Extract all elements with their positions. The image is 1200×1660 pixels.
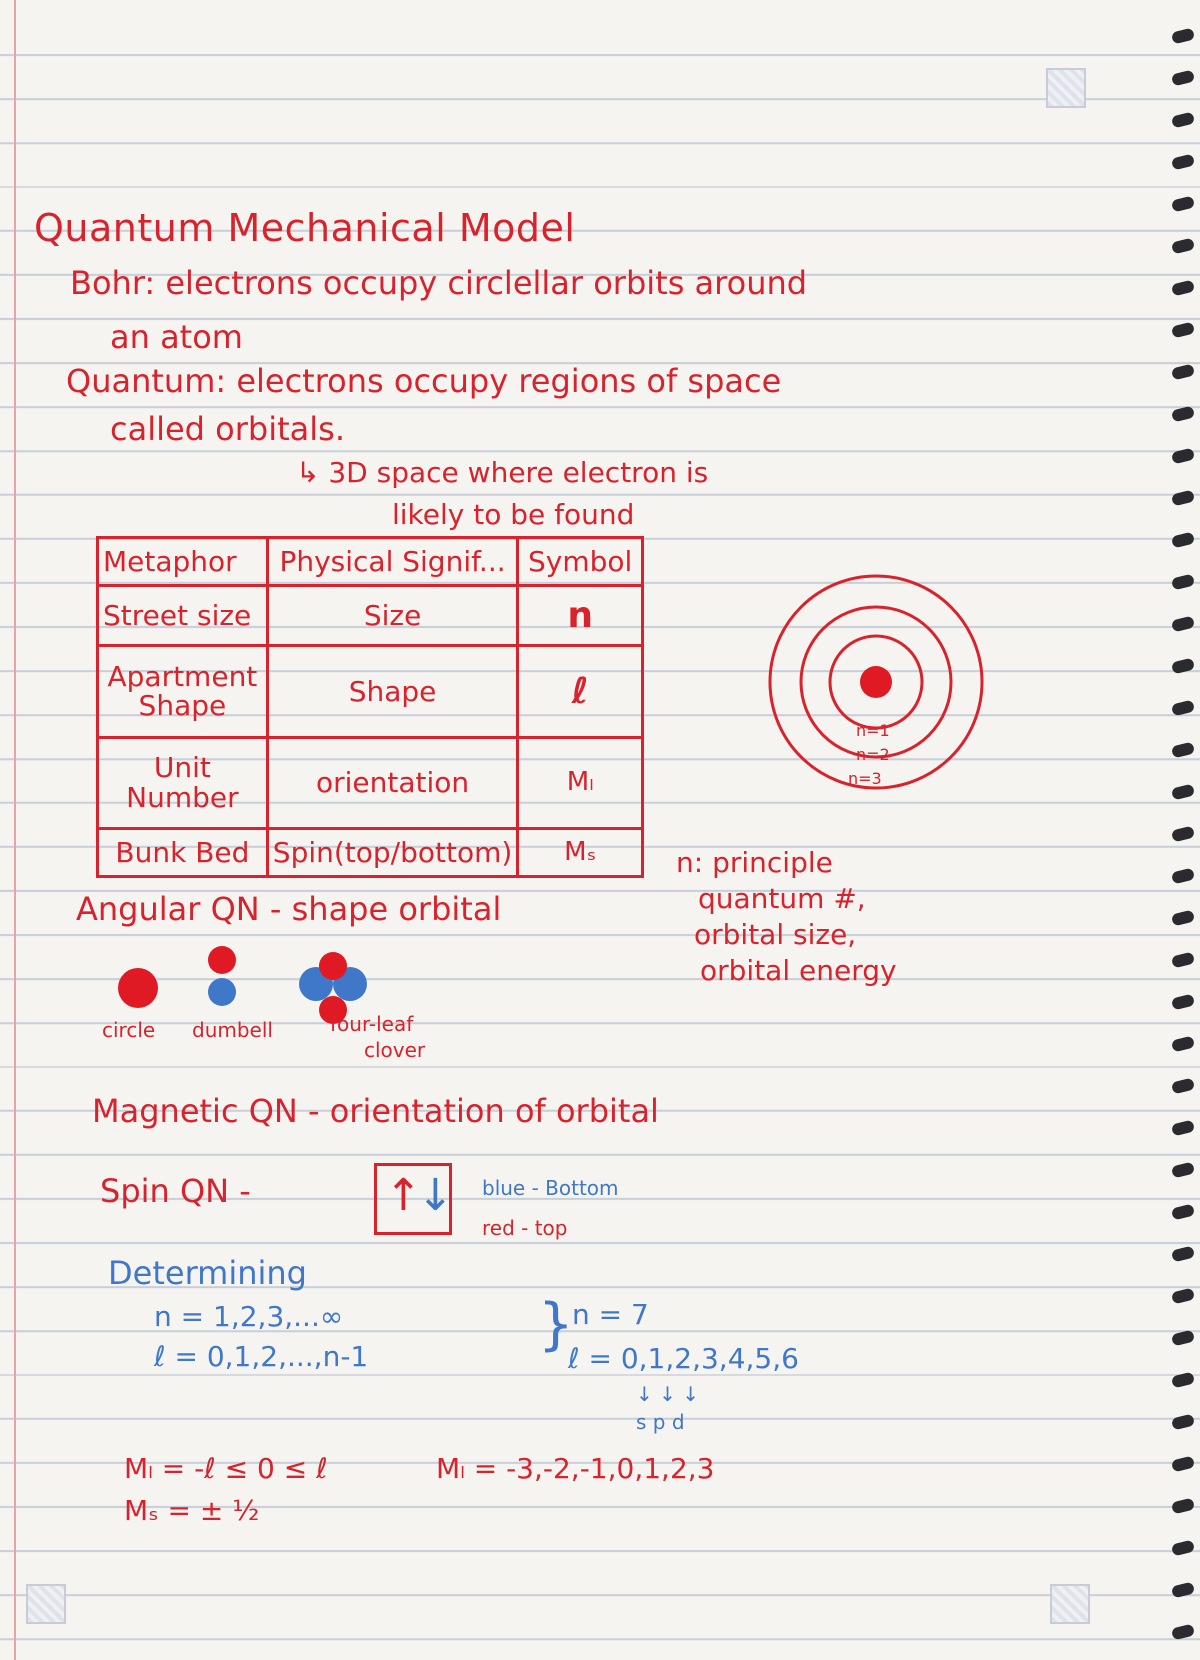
quantum-number-table [96, 536, 644, 878]
bohr-orbit-diagram [760, 570, 990, 800]
spiral-hole [1171, 616, 1195, 633]
spiral-hole [1171, 532, 1195, 549]
quantum-definition-cont: called orbitals. [110, 410, 345, 448]
orbital-definition: ↳ 3D space where electron is [296, 456, 709, 489]
spin-blue-label: blue - Bottom [482, 1176, 619, 1200]
p-orbital-lobe-top [208, 946, 236, 974]
row-metaphor: Street size [98, 585, 268, 645]
table-row [98, 646, 643, 737]
spiral-hole [1171, 868, 1195, 885]
shape-label-dumbell: dumbell [192, 1018, 273, 1042]
spiral-hole [1171, 1078, 1195, 1095]
nucleus [860, 666, 892, 698]
spiral-binding [1168, 0, 1200, 1660]
spd-labels: s p d [636, 1410, 685, 1434]
header-symbol: Symbol [518, 538, 643, 586]
spiral-hole [1171, 1330, 1195, 1347]
row-metaphor: Bunk Bed [98, 829, 268, 877]
page-title: Quantum Mechanical Model [34, 206, 576, 250]
spiral-hole [1171, 700, 1195, 717]
spin-qn-heading: Spin QN - [100, 1172, 251, 1210]
spiral-hole [1171, 742, 1195, 759]
spiral-hole [1171, 910, 1195, 927]
page-corner-marker-top [1046, 68, 1086, 108]
example-n: n = 7 [572, 1298, 649, 1331]
spin-up-arrow-icon: ↑ [385, 1170, 422, 1221]
row-significance: orientation [267, 737, 518, 828]
row-metaphor: Unit Number [98, 737, 268, 828]
down-arrows-icon: ↓ ↓ ↓ [636, 1382, 699, 1406]
shape-label-clover: clover [364, 1038, 426, 1062]
row-symbol: ℓ [518, 646, 643, 737]
spiral-hole [1171, 154, 1195, 171]
header-physical-significance: Physical Signif... [267, 538, 518, 586]
example-l: ℓ = 0,1,2,3,4,5,6 [568, 1342, 799, 1375]
spiral-hole [1171, 658, 1195, 675]
spiral-hole [1171, 1120, 1195, 1137]
principal-note: orbital energy [700, 954, 897, 987]
brace-symbol: } [538, 1292, 574, 1357]
orbit-label-n1: n=1 [856, 721, 890, 740]
spin-down-arrow-icon: ↓ [417, 1170, 454, 1221]
determining-heading: Determining [108, 1254, 307, 1292]
row-significance: Shape [267, 646, 518, 737]
ms-rule: Mₛ = ± ½ [124, 1494, 260, 1527]
ml-rule: Mₗ = -ℓ ≤ 0 ≤ ℓ [124, 1452, 328, 1485]
l-values: ℓ = 0,1,2,...,n-1 [154, 1340, 369, 1373]
table-header-row [98, 538, 643, 586]
spin-orbital-box [374, 1163, 452, 1235]
row-significance: Spin(top/bottom) [267, 829, 518, 877]
spiral-hole [1171, 1204, 1195, 1221]
page-corner-marker-bottom-left [26, 1584, 66, 1624]
spiral-hole [1171, 1624, 1195, 1641]
orbit-label-n2: n=2 [856, 745, 890, 764]
quantum-definition: Quantum: electrons occupy regions of space [66, 362, 782, 400]
orbital-definition-cont: likely to be found [392, 498, 635, 531]
principal-note: orbital size, [694, 918, 857, 951]
page-corner-marker-bottom-right [1050, 1584, 1090, 1624]
spiral-hole [1171, 112, 1195, 129]
margin-line [14, 0, 16, 1660]
bohr-definition-cont: an atom [110, 318, 243, 356]
spiral-hole [1171, 490, 1195, 507]
table-row [98, 829, 643, 877]
row-symbol: n [518, 585, 643, 645]
shape-label-four-leaf: four-leaf [330, 1012, 414, 1036]
row-significance: Size [267, 585, 518, 645]
spiral-hole [1171, 280, 1195, 297]
spiral-hole [1171, 406, 1195, 423]
spiral-hole [1171, 1372, 1195, 1389]
spiral-hole [1171, 1540, 1195, 1557]
spiral-hole [1171, 322, 1195, 339]
ml-example: Mₗ = -3,-2,-1,0,1,2,3 [436, 1452, 715, 1485]
spiral-hole [1171, 994, 1195, 1011]
spiral-hole [1171, 1288, 1195, 1305]
spiral-hole [1171, 364, 1195, 381]
header-metaphor: Metaphor [98, 538, 268, 586]
p-orbital-lobe-bottom [208, 978, 236, 1006]
principal-note: n: principle [676, 846, 833, 879]
orbit-label-n3: n=3 [848, 769, 882, 788]
s-orbital-circle [118, 968, 158, 1008]
spiral-hole [1171, 1036, 1195, 1053]
spiral-hole [1171, 952, 1195, 969]
principal-note: quantum #, [698, 882, 866, 915]
table-row [98, 737, 643, 828]
spiral-hole [1171, 784, 1195, 801]
row-symbol: Mₛ [518, 829, 643, 877]
spiral-hole [1171, 1246, 1195, 1263]
spiral-hole [1171, 1414, 1195, 1431]
spiral-hole [1171, 1162, 1195, 1179]
spiral-hole [1171, 574, 1195, 591]
table-row [98, 585, 643, 645]
spiral-hole [1171, 70, 1195, 87]
bohr-definition: Bohr: electrons occupy circlellar orbits around [70, 264, 808, 302]
spiral-hole [1171, 1456, 1195, 1473]
spiral-hole [1171, 448, 1195, 465]
d-orbital-lobe-top [319, 952, 347, 980]
spiral-hole [1171, 196, 1195, 213]
spiral-hole [1171, 1582, 1195, 1599]
spiral-hole [1171, 238, 1195, 255]
spiral-hole [1171, 826, 1195, 843]
row-symbol: Mₗ [518, 737, 643, 828]
spin-red-label: red - top [482, 1216, 568, 1240]
spiral-hole [1171, 1498, 1195, 1515]
shape-label-circle: circle [102, 1018, 156, 1042]
row-metaphor: Apartment Shape [98, 646, 268, 737]
angular-qn-heading: Angular QN - shape orbital [76, 890, 502, 928]
n-values: n = 1,2,3,...∞ [154, 1300, 344, 1333]
spiral-hole [1171, 28, 1195, 45]
magnetic-qn-heading: Magnetic QN - orientation of orbital [92, 1092, 659, 1130]
